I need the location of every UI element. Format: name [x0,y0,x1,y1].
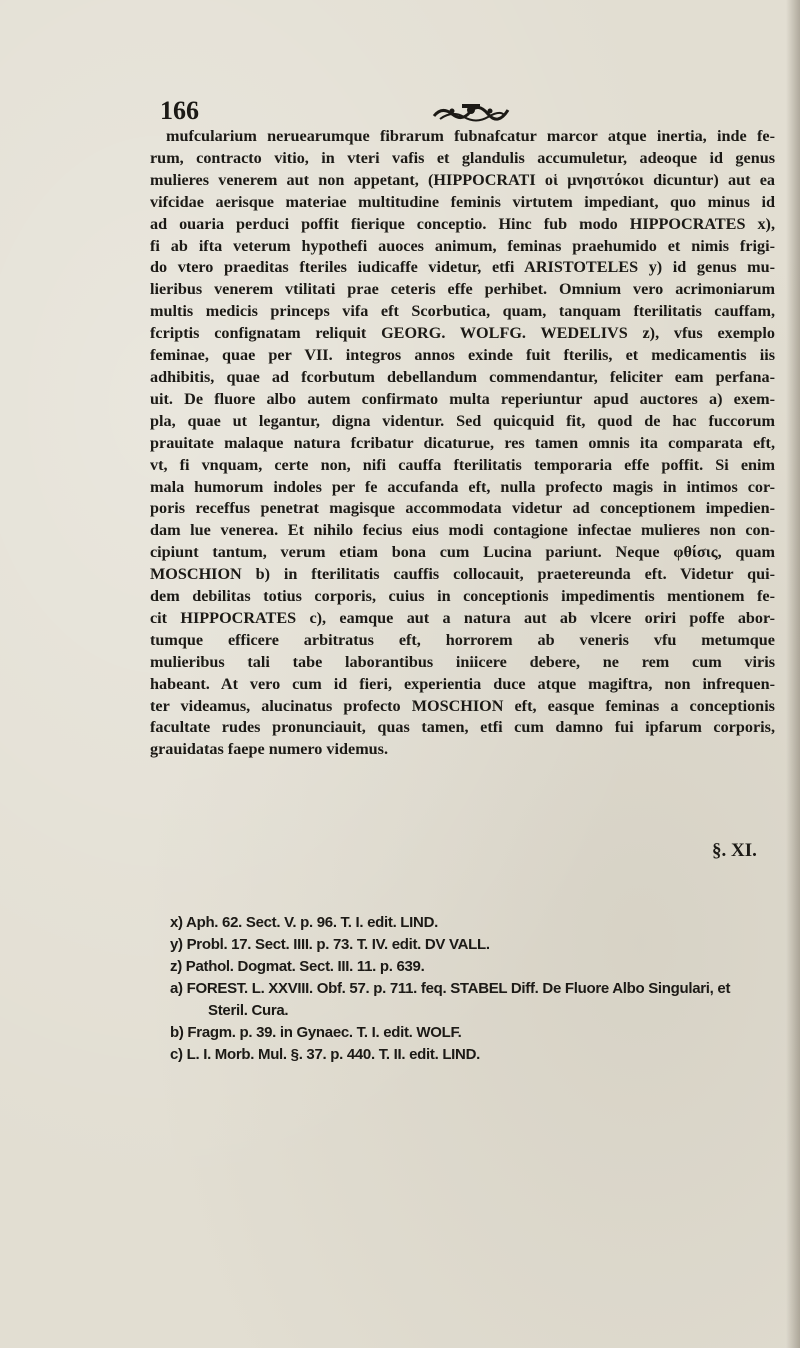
body-line: lieribus venerem vtilitati prae ceteris effe perhibet. Omnium vero acrimoniarum [150,280,775,299]
body-line: poris receffus penetrat magisque accommodata videtur ad conceptionem impedien- [150,499,775,518]
footnote-item: a) FOREST. L. XXVIII. Obf. 57. p. 711. feq. STABEL Diff. De Fluore Albo Singulari, et [170,980,731,997]
body-line: mulieres venerem aut non appetant, (HIPPOCRATI οἱ μνησιτόκοι dicuntur) aut ea [150,170,775,189]
footnote-item: y) Probl. 17. Sect. IIII. p. 73. T. IV. edit. DV VALL. [170,936,490,953]
body-line: ter videamus, alucinatus profecto MOSCHION eft, easque feminas a conceptionis [150,696,775,715]
body-line: grauidatas faepe numero videmus. [150,740,389,759]
body-line: ad ouaria perduci poffit fierique conceptio. Hinc fub modo HIPPOCRATES x), [150,214,775,233]
body-line: tumque efficere arbitratus eft, horrorem ab veneris vfu metumque [150,630,775,649]
body-line: do vtero praeditas fteriles iudicaffe videtur, etfi ARISTOTELES y) id genus mu- [150,258,775,277]
body-line: MOSCHION b) in fterilitatis cauffis collocauit, praetereunda eft. Videtur qui- [150,565,775,584]
body-line: cipiunt tantum, verum etiam bona cum Lucina pariunt. Neque φθίσις, quam [150,543,775,562]
body-line: mulieribus tali tabe laborantibus iniicere debere, ne rem cum viris [150,652,775,671]
body-line: fi ab ifta veterum hypothefi auoces animum, feminas praehumido et nimis frigi- [150,236,775,255]
page-edge-shadow [786,0,800,1348]
body-line: dem debilitas totius corporis, cuius in conceptionis impedimentis mentionem fe- [150,587,775,606]
footnotes-list [170,912,770,1066]
body-line: pla, quae ut legantur, digna videntur. Sed quicquid fit, quod de hac fuccorum [150,411,775,430]
body-line: vt, fi vnquam, certe non, nifi cauffa fterilitatis temporaria effe poffit. Si enim [150,455,775,474]
section-heading: §. XI. [712,840,757,861]
body-line: uit. De fluore albo autem confirmato multa reperiuntur apud auctores a) exem- [150,389,775,408]
body-line: facultate rudes pronunciauit, quas tamen, etfi cum damno fui ipfarum corporis, [150,718,775,737]
body-line: vifcidae aerisque materiae multitudine feminis virtutem impediant, quo minus id [150,192,775,211]
body-line: fcriptis confignatam reliquit GEORG. WOLFG. WEDELIVS z), vfus exemplo [150,324,775,343]
body-line: mala humorum indoles per fe accufanda eft, nulla profecto magis in intimos cor- [150,477,775,496]
page-number: 166 [160,96,199,125]
main-body-text [150,126,775,761]
footnote-item-continuation: Steril. Cura. [208,1002,289,1019]
body-line: prauitate malaque natura fcribatur dicaturue, res tamen omnis ita comparata eft, [150,433,775,452]
body-line: multis medicis princeps vifa eft Scorbutica, quam, tanquam fterilitatis cauffam, [150,302,775,321]
body-line: habeant. At vero cum id fieri, experientia duce atque magiftra, non infrequen- [150,674,775,693]
footnote-item: c) L. I. Morb. Mul. §. 37. p. 440. T. II. edit. LIND. [170,1046,480,1063]
body-line: dam lue venerea. Et nihilo fecius eius modi contagione infectae mulieres non con- [150,521,775,540]
body-line: rum, contracto vitio, in vteri vafis et glandulis accumuletur, adeoque id genus [150,148,775,167]
footnote-item: z) Pathol. Dogmat. Sect. III. 11. p. 639. [170,958,425,975]
printer-ornament-icon [432,102,510,122]
body-line: feminae, quae per VII. integros annos exinde fuit fterilis, et medicamentis iis [150,346,775,365]
body-line: adhibitis, quae ad fcorbutum debellandum commendantur, feliciter eam perfana- [150,367,775,386]
footnote-item: b) Fragm. p. 39. in Gynaec. T. I. edit. WOLF. [170,1024,462,1041]
body-line: cit HIPPOCRATES c), eamque aut a natura aut ab vlcere oriri poffe abor- [150,608,775,627]
footnote-item: x) Aph. 62. Sect. V. p. 96. T. I. edit. LIND. [170,914,438,931]
body-line: mufcularium neruearumque fibrarum fubnafcatur marcor atque inertia, inde fe- [166,127,775,145]
